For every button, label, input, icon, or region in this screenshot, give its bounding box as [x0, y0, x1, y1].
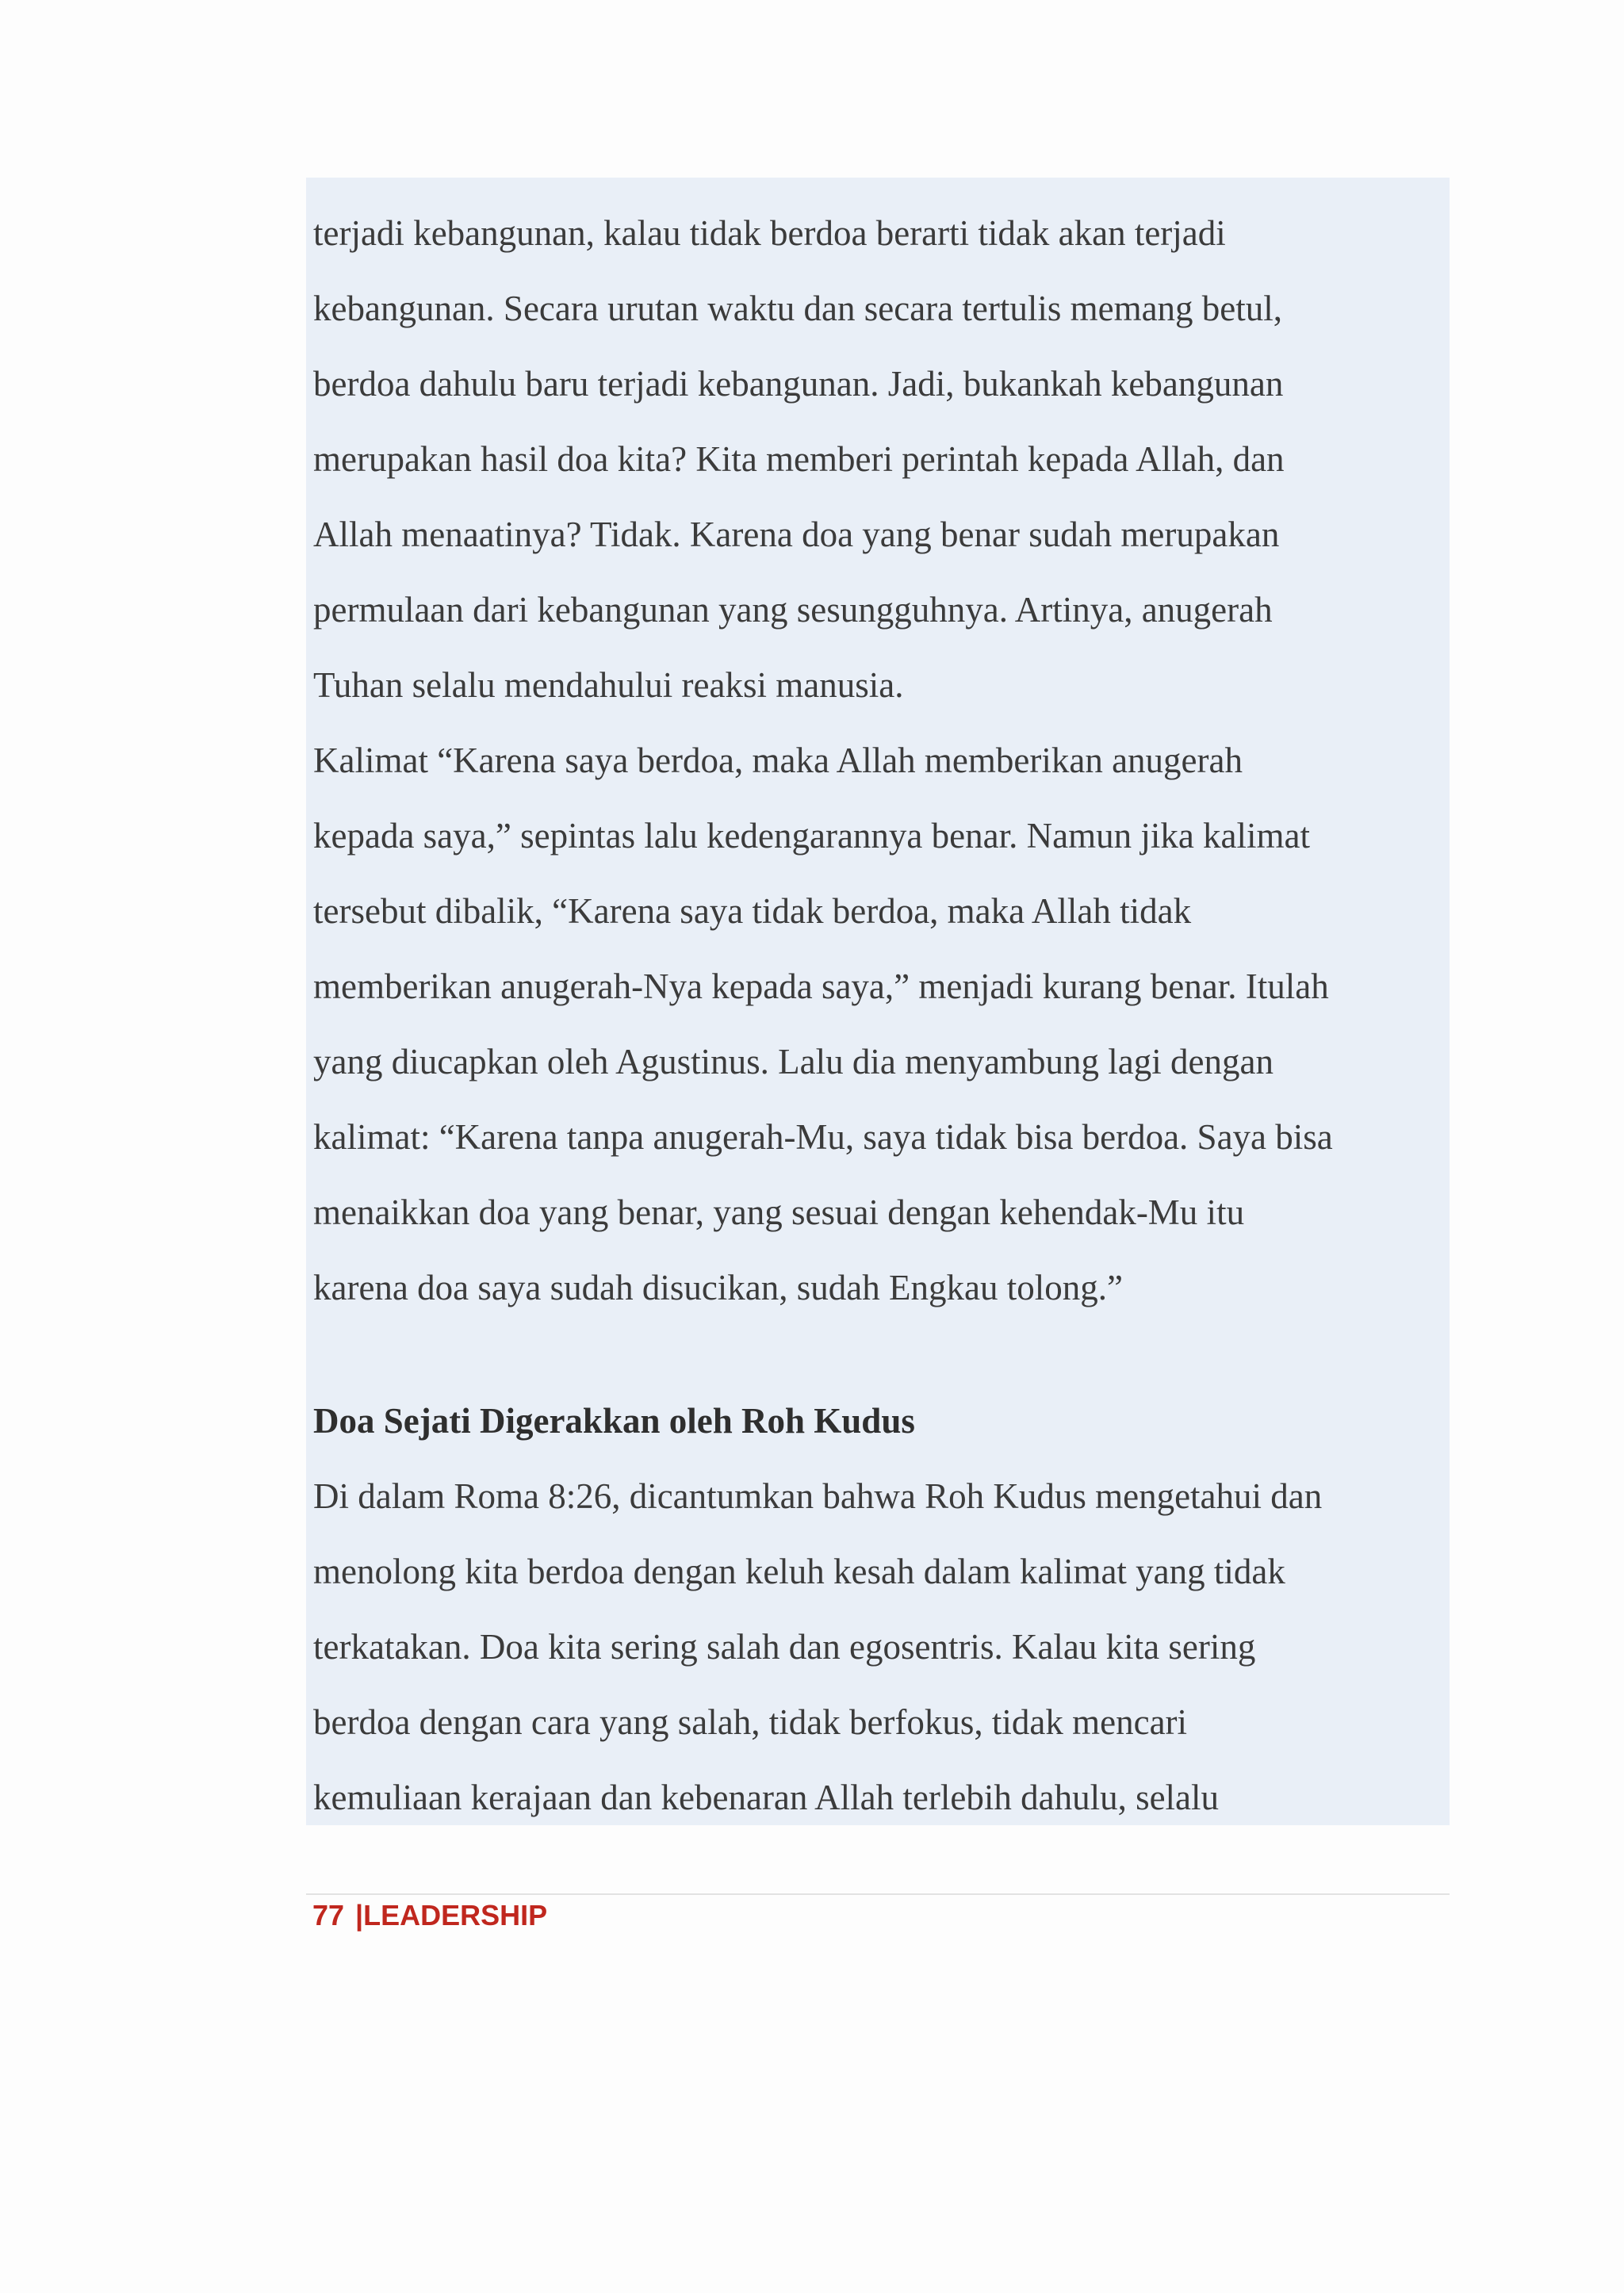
body-line: kebangunan. Secara urutan waktu dan secara tertulis memang betul,	[313, 289, 1283, 328]
body-line: merupakan hasil doa kita? Kita memberi perintah kepada Allah, dan	[313, 439, 1285, 479]
footer-divider	[306, 1893, 1450, 1895]
footer-separator: |	[355, 1899, 364, 1931]
body-line: memberikan anugerah-Nya kepada saya,” menjadi kurang benar. Itulah	[313, 967, 1329, 1006]
body-line: kepada saya,” sepintas lalu kedengarannya benar. Namun jika kalimat	[313, 816, 1311, 856]
body-line: berdoa dengan cara yang salah, tidak berfokus, tidak mencari	[313, 1702, 1188, 1742]
footer-section-title: LEADERSHIP	[363, 1899, 548, 1931]
body-line: Allah menaatinya? Tidak. Karena doa yang benar sudah merupakan	[313, 515, 1280, 554]
body-line: terkatakan. Doa kita sering salah dan egosentris. Kalau kita sering	[313, 1627, 1256, 1667]
body-line: karena doa saya sudah disucikan, sudah Engkau tolong.”	[313, 1268, 1123, 1307]
body-line: menaikkan doa yang benar, yang sesuai dengan kehendak-Mu itu	[313, 1192, 1245, 1232]
body-line: Tuhan selalu mendahului reaksi manusia.	[313, 665, 904, 705]
body-line: permulaan dari kebangunan yang sesungguhnya. Artinya, anugerah	[313, 590, 1273, 630]
page-footer	[312, 1901, 547, 1930]
body-line: kemuliaan kerajaan dan kebenaran Allah terlebih dahulu, selalu	[313, 1778, 1220, 1817]
body-line: kalimat: “Karena tanpa anugerah-Mu, saya tidak bisa berdoa. Saya bisa	[313, 1117, 1333, 1157]
body-line: yang diucapkan oleh Agustinus. Lalu dia menyambung lagi dengan	[313, 1042, 1274, 1081]
section-heading: Doa Sejati Digerakkan oleh Roh Kudus	[313, 1401, 915, 1441]
body-line: menolong kita berdoa dengan keluh kesah dalam kalimat yang tidak	[313, 1552, 1285, 1591]
body-line: Di dalam Roma 8:26, dicantumkan bahwa Roh Kudus mengetahui dan	[313, 1476, 1323, 1516]
page-number: 77	[312, 1899, 345, 1931]
body-line: Kalimat “Karena saya berdoa, maka Allah memberikan anugerah	[313, 741, 1243, 780]
body-line: terjadi kebangunan, kalau tidak berdoa berarti tidak akan terjadi	[313, 213, 1226, 253]
body-line: berdoa dahulu baru terjadi kebangunan. Jadi, bukankah kebangunan	[313, 364, 1284, 404]
body-line: tersebut dibalik, “Karena saya tidak berdoa, maka Allah tidak	[313, 891, 1192, 931]
